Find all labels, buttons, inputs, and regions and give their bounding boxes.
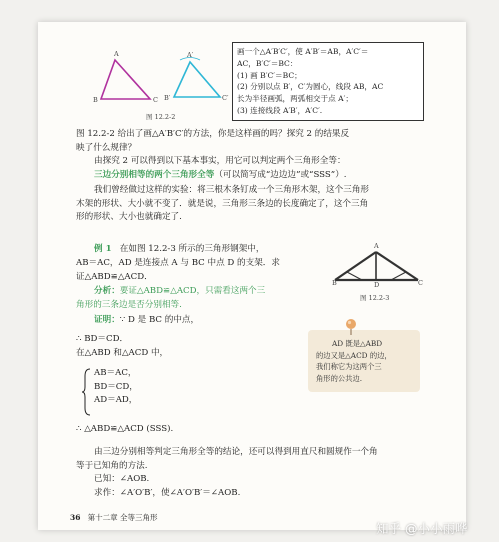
label-a: A xyxy=(114,50,119,58)
figure-caption-12-2-2: 图 12.2-2 xyxy=(146,113,176,121)
analysis-label: 分析： xyxy=(94,286,120,296)
pin-icon xyxy=(344,318,358,336)
proof-line: ∴ BD＝CD． xyxy=(76,334,129,344)
label-b-prime: B′ xyxy=(164,94,171,102)
given-line: 已知：∠AOB. xyxy=(94,474,150,484)
textbook-page xyxy=(38,22,466,530)
step-line: 画一个△A′B′C′，使 A′B′＝AB，A′C′＝ xyxy=(237,47,369,56)
example-label: 例 1 xyxy=(94,244,112,254)
proof-intro xyxy=(94,314,199,328)
equation-system xyxy=(94,367,194,408)
frame-label-b: B xyxy=(332,279,337,287)
frame-label-d: D xyxy=(374,281,380,289)
text-line: 证△ABD≌△ACD． xyxy=(76,271,153,282)
proof-body xyxy=(76,333,276,360)
step-line: (1) 画 B′C′＝BC； xyxy=(237,70,302,80)
note-line: 角形的公共边. xyxy=(316,373,363,383)
label-c-prime: C′ xyxy=(222,94,229,102)
note-line: 的边又是△ACD 的边， xyxy=(316,350,392,360)
side-note xyxy=(308,330,420,392)
required-line: 求作：∠A′O′B′，使∠A′O′B′＝∠AOB. xyxy=(94,487,241,498)
label-a-prime: A′ xyxy=(187,51,194,59)
text-line: 由三边分别相等判定三角形全等的结论，还可以得到用直尺和圆规作一个角 xyxy=(94,447,378,457)
text-line: 由探究 2 可以得到以下基本事实，用它可以判定两个三角形全等： xyxy=(94,156,346,166)
paragraph-3 xyxy=(76,446,456,500)
sss-theorem xyxy=(94,169,347,183)
equation-line: AB＝AC， xyxy=(94,368,137,378)
analysis-text-continued: 角形的三条边是否分别相等. xyxy=(76,300,182,310)
text-line: 木架的形状、大小就不变了．就是说，三角形三条边的长度确定了，这个三角 xyxy=(76,198,369,209)
watermark: 知乎 @小小雨哗 xyxy=(376,521,468,536)
step-line: (2) 分别以点 B′，C′为圆心，线段 AB，AC xyxy=(237,82,384,92)
label-c: C xyxy=(153,96,158,104)
analysis-text: 要证△ABD≌△ACD，只需看这两个三 xyxy=(119,286,266,296)
theorem-abbreviation: （可以简写成“边边边”或“SSS”）. xyxy=(214,170,347,180)
proof-conclusion: ∴ △ABD≌△ACD (SSS). xyxy=(76,424,174,434)
proof-first-line: ∵ D 是 BC 的中点， xyxy=(119,315,200,325)
theorem-statement: 三边分别相等的两个三角形全等 xyxy=(94,170,215,180)
page-number: 36 xyxy=(70,513,81,522)
triangle-figure-12-2-2 xyxy=(38,22,238,122)
step-line: (3) 连接线段 A′B′，A′C′. xyxy=(237,105,323,115)
construction-steps-box xyxy=(232,42,424,121)
frame-label-c: C xyxy=(418,279,423,287)
step-line: 长为半径画弧，两弧相交于点 A′； xyxy=(237,94,353,104)
text-line: 图 12.2-2 给出了画△A′B′C′的方法，你是这样画的吗？探究 2 的结果反 xyxy=(76,129,350,139)
text-line: 形的形状、大小也就确定了. xyxy=(76,212,182,222)
proof-line: 在△ABD 和△ACD 中， xyxy=(76,347,169,358)
system-brace xyxy=(82,368,92,416)
note-line: AD 既是△ABD xyxy=(332,339,383,348)
text-line: 我们曾经做过这样的实验：将三根木条钉成一个三角形木架，这个三角形 xyxy=(94,185,370,195)
text-line: 等于已知角的方法. xyxy=(76,460,148,471)
text-line: 映了什么规律？ xyxy=(76,142,137,153)
page-footer xyxy=(70,512,157,523)
analysis xyxy=(94,285,364,299)
proof-label: 证明： xyxy=(94,315,120,325)
paragraph-1 xyxy=(76,128,436,169)
equation-line: BD＝CD， xyxy=(94,381,138,392)
triangle-a-prime-b-prime-c-prime xyxy=(174,62,220,97)
text-line: AB＝AC，AD 是连接点 A 与 BC 中点 D 的支架．求 xyxy=(76,258,280,268)
chapter-title: 第十二章 全等三角形 xyxy=(87,513,158,522)
triangle-abc xyxy=(101,60,150,99)
equation-line: AD＝AD， xyxy=(94,395,138,405)
figure-caption-12-2-3: 图 12.2-3 xyxy=(360,294,390,302)
note-line: 我们称它为这两个三 xyxy=(316,362,382,371)
step-line: AC，B′C′＝BC： xyxy=(237,58,298,68)
paragraph-2 xyxy=(76,184,446,225)
example-text: 在如图 12.2-3 所示的三角形钢架中， xyxy=(119,244,265,254)
frame-label-a: A xyxy=(374,242,379,250)
label-b: B xyxy=(93,96,98,104)
